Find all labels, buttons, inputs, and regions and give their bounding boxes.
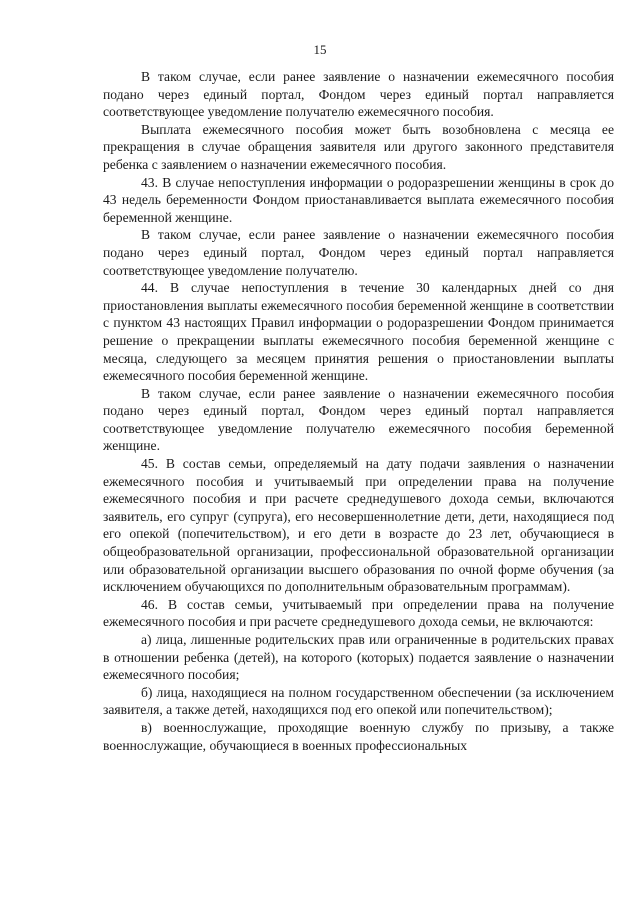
paragraph-item-46: 46. В состав семьи, учитываемый при определении права на получение ежемесячного пособия и при расчете среднедушевого дохода семьи, не включаются: (103, 596, 614, 630)
subitem-v: в) военнослужащие, проходящие военную службу по призыву, а также военнослужащие, обучающиеся в военных профессиональных (103, 719, 614, 753)
document-body (103, 68, 614, 754)
paragraph-item-43: 43. В случае непоступления информации о родоразрешении женщины в срок до 43 недель беременности Фондом приостанавливается выплата ежемесячного пособия беременной женщине. (103, 174, 614, 225)
subitem-a: а) лица, лишенные родительских прав или ограниченные в родительских правах в отношении ребенка (детей), на которого (которых) подается заявление о назначении ежемесячного пособия; (103, 632, 614, 683)
paragraph: В таком случае, если ранее заявление о назначении ежемесячного пособия подано через единый портал, Фондом через единый портал направляется соответствующее уведомление получателю ежемесячного пособия. (103, 69, 614, 120)
paragraph: В таком случае, если ранее заявление о назначении ежемесячного пособия подано через единый портал, Фондом через единый портал направляется соответствующее уведомление получателю. (103, 227, 614, 278)
paragraph-item-44: 44. В случае непоступления в течение 30 календарных дней со дня приостановления выплаты ежемесячного пособия беременной женщине в соответствии с пунктом 43 настоящих Правил информации о родоразрешении Фондом принимается решение о прекращении выплаты ежемесячного пособия беременной женщине с месяца, следующего за месяцем принятия решения о приостановлении выплаты ежемесячного пособия беременной женщине. (103, 280, 614, 384)
paragraph: В таком случае, если ранее заявление о назначении ежемесячного пособия подано через единый портал, Фондом через единый портал направляется соответствующее уведомление получателю ежемесячного пособия беременной женщине. (103, 385, 614, 454)
subitem-b: б) лица, находящиеся на полном государственном обеспечении (за исключением заявителя, а также детей, находящихся под его опекой или попечительством); (103, 684, 614, 718)
page-number: 15 (313, 42, 327, 57)
paragraph-item-45: 45. В состав семьи, определяемый на дату подачи заявления о назначении ежемесячного пособия и учитываемый при определении права на получение ежемесячного пособия и при расчете среднедушевого дохода семьи, включаются заявитель, его супруг (супруга), его несовершеннолетние дети, дети, находящиеся под его опекой (попечительством), и его дети в возрасте до 23 лет, обучающиеся в общеобразовательной организации, профессиональной образовательной организации или образовательной организации высшего образования по очной форме обучения (за исключением обучающихся по дополнительным образовательным программам). (103, 456, 614, 595)
paragraph: Выплата ежемесячного пособия может быть возобновлена с месяца ее прекращения в случае обращения заявителя или другого законного представителя ребенка с заявлением о назначении ежемесячного пособия. (103, 121, 614, 172)
